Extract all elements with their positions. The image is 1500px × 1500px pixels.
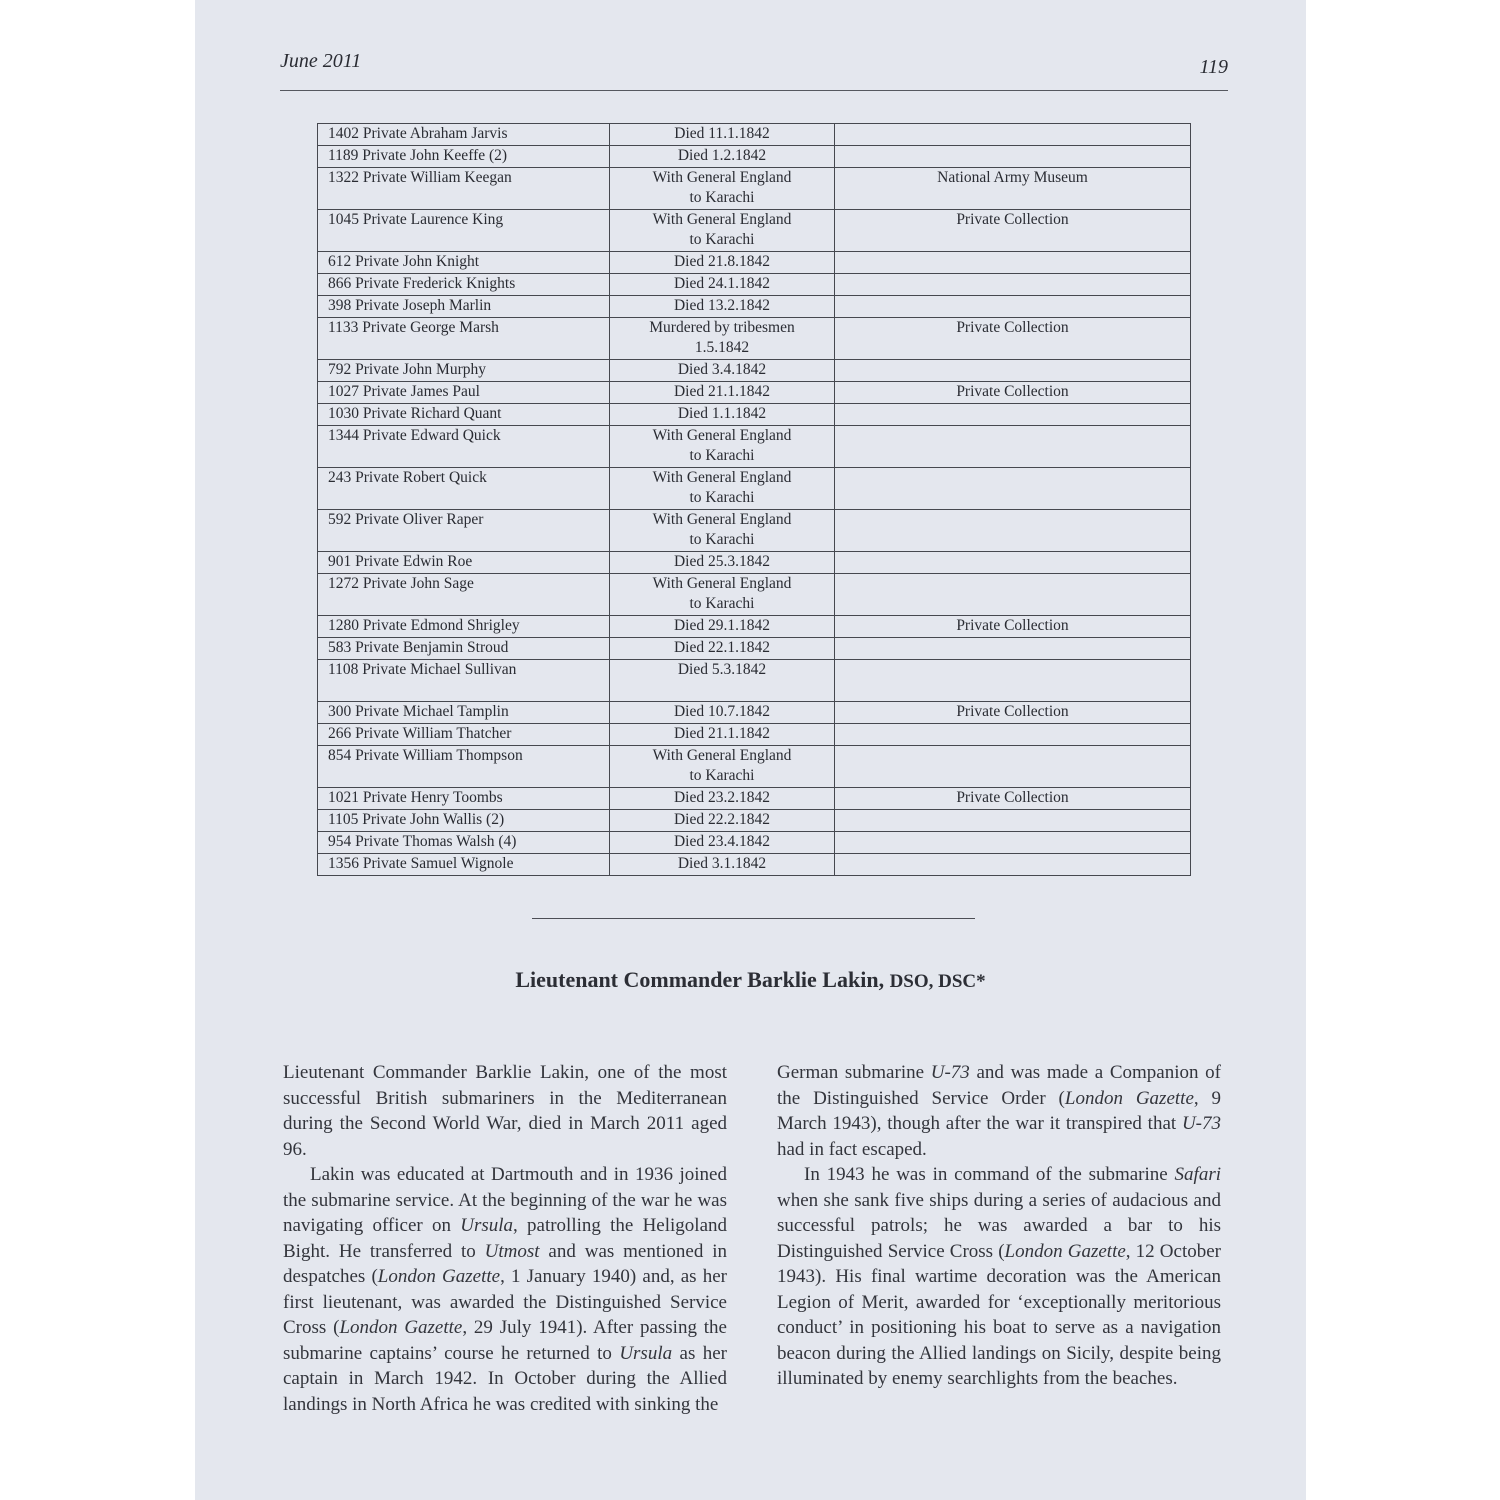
medal-location [835, 274, 1191, 296]
table-row [318, 382, 1191, 404]
paragraph-text: as her captain in March 1942. In October during the Allied landings in North Africa he was credited with sinking the [283, 1342, 727, 1415]
soldier-name: 1133 Private George Marsh [318, 318, 610, 360]
fate-line: Died 29.1.1842 [673, 617, 770, 634]
paragraph-text: had in fact escaped. [777, 1138, 927, 1160]
table-row [318, 724, 1191, 746]
soldier-name: 1045 Private Laurence King [318, 210, 610, 252]
soldier-fate [610, 510, 835, 552]
article-column-right [777, 1060, 1221, 1392]
table-row [318, 296, 1191, 318]
table-row [318, 404, 1191, 426]
table-row [318, 702, 1191, 724]
table-row [318, 574, 1191, 616]
fate-line: Died 24.1.1842 [673, 275, 770, 292]
soldier-name: 1402 Private Abraham Jarvis [318, 124, 610, 146]
fate-line: Died 22.1.1842 [673, 639, 770, 656]
table-row [318, 660, 1191, 702]
soldier-fate [610, 552, 835, 574]
table-row [318, 552, 1191, 574]
soldier-fate [610, 426, 835, 468]
paragraph-text: , 29 July 1941). After passing the submarine captains’ course he returned to [283, 1317, 727, 1364]
fate-line: Died 25.3.1842 [673, 553, 770, 570]
soldier-fate [610, 702, 835, 724]
medal-location [835, 510, 1191, 552]
table-row [318, 810, 1191, 832]
medal-location: National Army Museum [835, 168, 1191, 210]
fate-line: Died 22.2.1842 [673, 811, 770, 828]
fate-line: 1.5.1842 [694, 339, 750, 356]
medal-location [835, 746, 1191, 788]
soldier-fate [610, 788, 835, 810]
fate-line: Died 13.2.1842 [673, 297, 770, 314]
medal-roll-body [318, 124, 1191, 876]
soldier-name: 854 Private William Thompson [318, 746, 610, 788]
soldier-fate [610, 616, 835, 638]
fate-line: Died 11.1.1842 [674, 125, 770, 142]
table-row [318, 746, 1191, 788]
soldier-fate [610, 638, 835, 660]
medal-location [835, 552, 1191, 574]
fate-line: With General England [652, 747, 792, 764]
table-row [318, 788, 1191, 810]
italic-text: U-73 [930, 1062, 970, 1083]
soldier-name: 612 Private John Knight [318, 252, 610, 274]
article-title-honours: DSO, DSC* [889, 971, 986, 992]
page-number: 119 [1199, 56, 1228, 78]
medal-location [835, 724, 1191, 746]
soldier-name: 300 Private Michael Tamplin [318, 702, 610, 724]
soldier-fate [610, 274, 835, 296]
fate-line: Died 1.1.1842 [677, 405, 767, 422]
soldier-fate [610, 382, 835, 404]
medal-location [835, 146, 1191, 168]
paragraph-text: and was mentioned in despatches ( [283, 1240, 727, 1287]
soldier-fate [610, 252, 835, 274]
fate-line: Died 23.4.1842 [673, 833, 770, 850]
fate-line: to Karachi [689, 595, 755, 612]
soldier-fate [610, 124, 835, 146]
soldier-name: 1189 Private John Keeffe (2) [318, 146, 610, 168]
medal-location [835, 832, 1191, 854]
soldier-name: 1027 Private James Paul [318, 382, 610, 404]
fate-line: to Karachi [689, 489, 755, 506]
table-row [318, 468, 1191, 510]
running-head [280, 50, 1228, 91]
medal-location [835, 660, 1191, 702]
table-row [318, 360, 1191, 382]
soldier-fate [610, 854, 835, 876]
soldier-fate [610, 360, 835, 382]
table-row [318, 638, 1191, 660]
medal-location: Private Collection [835, 788, 1191, 810]
medal-location [835, 252, 1191, 274]
soldier-fate [610, 146, 835, 168]
soldier-fate [610, 318, 835, 360]
soldier-fate [610, 296, 835, 318]
fate-line: With General England [652, 169, 792, 186]
article-column-left [283, 1060, 727, 1417]
section-divider [532, 918, 975, 919]
italic-text: London Gazette [339, 1317, 463, 1338]
medal-location: Private Collection [835, 318, 1191, 360]
fate-line: Died 21.8.1842 [673, 253, 770, 270]
fate-line: Murdered by tribesmen [649, 319, 795, 336]
fate-line: Died 10.7.1842 [673, 703, 770, 720]
soldier-fate [610, 660, 835, 702]
table-row [318, 616, 1191, 638]
table-row [318, 274, 1191, 296]
soldier-fate [610, 168, 835, 210]
article-paragraph [283, 1060, 727, 1162]
soldier-name: 1272 Private John Sage [318, 574, 610, 616]
medal-location: Private Collection [835, 702, 1191, 724]
paragraph-text: Lieutenant Commander Barklie Lakin, one of the most successful British submariners in the Mediterranean during the Second World War, died in March 2011 aged 96. [283, 1062, 727, 1160]
italic-text: London Gazette [377, 1266, 501, 1287]
medal-location [835, 296, 1191, 318]
fate-line: Died 5.3.1842 [677, 661, 767, 678]
fate-line: Died 3.4.1842 [677, 361, 767, 378]
soldier-fate [610, 724, 835, 746]
article-title [195, 967, 1306, 993]
table-row [318, 210, 1191, 252]
table-row [318, 124, 1191, 146]
article-paragraph [777, 1162, 1221, 1392]
soldier-fate [610, 210, 835, 252]
table-row [318, 146, 1191, 168]
paragraph-text: , patrolling the Heligoland Bight. He transferred to [283, 1215, 727, 1262]
soldier-fate [610, 832, 835, 854]
article-paragraph [777, 1060, 1221, 1162]
table-row [318, 832, 1191, 854]
paragraph-text: German submarine [777, 1062, 931, 1083]
italic-text: London Gazette [1004, 1240, 1126, 1262]
soldier-name: 901 Private Edwin Roe [318, 552, 610, 574]
soldier-name: 1021 Private Henry Toombs [318, 788, 610, 810]
paragraph-text: and was made a Companion of the Distinguished Service Order ( [777, 1062, 1221, 1109]
fate-line: Died 21.1.1842 [673, 383, 770, 400]
soldier-name: 1322 Private William Keegan [318, 168, 610, 210]
medal-location [835, 638, 1191, 660]
article-title-name: Lieutenant Commander Barklie Lakin, [515, 967, 885, 992]
soldier-name: 954 Private Thomas Walsh (4) [318, 832, 610, 854]
soldier-fate [610, 404, 835, 426]
soldier-name: 243 Private Robert Quick [318, 468, 610, 510]
medal-location [835, 854, 1191, 876]
journal-page [195, 0, 1306, 1500]
soldier-name: 1356 Private Samuel Wignole [318, 854, 610, 876]
soldier-name: 1280 Private Edmond Shrigley [318, 616, 610, 638]
medal-location: Private Collection [835, 382, 1191, 404]
table-row [318, 318, 1191, 360]
fate-line: to Karachi [689, 767, 755, 784]
fate-line: With General England [652, 211, 792, 228]
soldier-name: 398 Private Joseph Marlin [318, 296, 610, 318]
soldier-fate [610, 468, 835, 510]
fate-line: to Karachi [689, 189, 755, 206]
soldier-name: 866 Private Frederick Knights [318, 274, 610, 296]
medal-location: Private Collection [835, 616, 1191, 638]
table-row [318, 252, 1191, 274]
fate-line: With General England [652, 575, 792, 592]
paragraph-text: Lakin was educated at Dartmouth and in 1936 joined the submarine service. At the beginning of the war he was navigating officer on [283, 1164, 727, 1236]
medal-roll-table [317, 123, 1191, 876]
paragraph-text: , 12 October 1943). His final wartime decoration was the American Legion of Merit, awarded for ‘exceptionally meritorious conduct’ in positioning his boat to serve as a navigation beacon during the Allied landings on Sicily, despite being illuminated by enemy searchlights from the beaches. [777, 1240, 1222, 1389]
fate-line: With General England [652, 427, 792, 444]
fate-line: to Karachi [689, 231, 755, 248]
medal-location [835, 426, 1191, 468]
soldier-fate [610, 810, 835, 832]
soldier-name: 792 Private John Murphy [318, 360, 610, 382]
article-paragraph [283, 1162, 727, 1417]
fate-line: to Karachi [689, 531, 755, 548]
table-row [318, 426, 1191, 468]
medal-location [835, 404, 1191, 426]
italic-text: London Gazette [1064, 1087, 1194, 1109]
fate-line: Died 21.1.1842 [673, 725, 770, 742]
fate-line: With General England [652, 511, 792, 528]
fate-line: Died 3.1.1842 [677, 855, 767, 872]
soldier-name: 1344 Private Edward Quick [318, 426, 610, 468]
medal-location [835, 810, 1191, 832]
fate-line: Died 23.2.1842 [673, 789, 770, 806]
table-row [318, 854, 1191, 876]
italic-text: Utmost [484, 1240, 540, 1262]
issue-date: June 2011 [280, 50, 362, 72]
medal-location [835, 124, 1191, 146]
italic-text: Ursula [619, 1342, 673, 1364]
medal-location [835, 468, 1191, 510]
paragraph-text: In 1943 he was in command of the submarine [804, 1164, 1175, 1185]
soldier-name: 583 Private Benjamin Stroud [318, 638, 610, 660]
italic-text: U-73 [1181, 1113, 1221, 1134]
medal-location: Private Collection [835, 210, 1191, 252]
soldier-fate [610, 574, 835, 616]
soldier-name: 1030 Private Richard Quant [318, 404, 610, 426]
table-row [318, 168, 1191, 210]
table-row [318, 510, 1191, 552]
paragraph-text: , 9 March 1943), though after the war it transpired that [777, 1087, 1221, 1134]
fate-line: With General England [652, 469, 792, 486]
soldier-name: 266 Private William Thatcher [318, 724, 610, 746]
soldier-name: 1108 Private Michael Sullivan [318, 660, 610, 702]
soldier-fate [610, 746, 835, 788]
medal-location [835, 574, 1191, 616]
italic-text: Safari [1174, 1164, 1221, 1185]
fate-line: to Karachi [689, 447, 755, 464]
paragraph-text: when she sank five ships during a series of audacious and successful patrols; he was awarded a bar to his Distinguished Service Cross ( [777, 1189, 1221, 1262]
paragraph-text: , 1 January 1940) and, as her first lieutenant, was awarded the Distinguished Service Cross ( [283, 1266, 727, 1338]
fate-line: Died 1.2.1842 [677, 147, 767, 164]
soldier-name: 592 Private Oliver Raper [318, 510, 610, 552]
soldier-name: 1105 Private John Wallis (2) [318, 810, 610, 832]
italic-text: Ursula [460, 1215, 514, 1236]
medal-location [835, 360, 1191, 382]
